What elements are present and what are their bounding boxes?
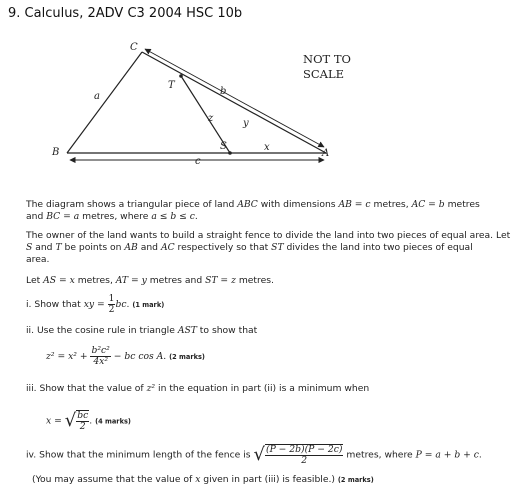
fraction-b2c2-over-4x2 bbox=[90, 346, 110, 367]
text: respectively so that bbox=[174, 242, 272, 253]
square-root bbox=[64, 409, 93, 432]
math: x bbox=[69, 275, 75, 286]
text: iv. Show that the minimum length of the fence is bbox=[26, 449, 254, 461]
math: AST bbox=[177, 325, 197, 336]
part-iii-instruction bbox=[26, 383, 369, 395]
math: ST bbox=[271, 242, 284, 253]
math: z bbox=[231, 275, 236, 286]
math: AB bbox=[338, 199, 352, 210]
side-a-label: a bbox=[94, 91, 100, 102]
text: in the equation in part (ii) is a minimum when bbox=[155, 383, 370, 394]
square-root bbox=[254, 444, 344, 466]
text: . bbox=[126, 299, 130, 310]
side-ca-line bbox=[142, 52, 326, 153]
fraction-denominator: 4x² bbox=[93, 356, 109, 367]
text: with dimensions bbox=[257, 199, 339, 210]
math: xy bbox=[83, 299, 95, 310]
math: x bbox=[195, 474, 201, 485]
math: a bbox=[73, 211, 80, 222]
part-ii-instruction bbox=[26, 325, 257, 337]
fence-paragraph-line2 bbox=[26, 242, 473, 254]
math: ST bbox=[205, 275, 218, 286]
math: AB bbox=[124, 242, 138, 253]
math: z² bbox=[146, 383, 156, 394]
segment-x-label: x bbox=[264, 142, 270, 153]
question-title: 9. Calculus, 2ADV C3 2004 HSC 10b bbox=[8, 6, 243, 21]
side-b-label: b bbox=[220, 86, 227, 97]
text: and bbox=[32, 242, 56, 253]
text: iii. Show that the value of bbox=[26, 383, 147, 394]
math: AT bbox=[115, 275, 129, 286]
dimension-b-arrow bbox=[145, 49, 324, 147]
text: divides the land into two pieces of equal bbox=[283, 242, 473, 253]
not-to-scale-note-line1: NOT TO bbox=[303, 52, 351, 66]
text: = bbox=[425, 199, 439, 210]
vertex-b-label: B bbox=[52, 147, 60, 158]
segment-z-label: z bbox=[208, 113, 214, 124]
math: y bbox=[141, 275, 147, 286]
text: = bbox=[60, 211, 74, 222]
marks-label: (2 marks) bbox=[337, 476, 374, 484]
text: (You may assume that the value of bbox=[32, 474, 196, 485]
text: = bbox=[94, 299, 108, 310]
point-s-label: S bbox=[220, 141, 227, 152]
math: BC bbox=[46, 211, 61, 222]
text: Let bbox=[26, 275, 44, 286]
text: metres and bbox=[146, 275, 206, 286]
math: a ≤ b ≤ c bbox=[151, 211, 195, 222]
fraction-denominator: 2 bbox=[301, 455, 308, 466]
marks-label: (1 mark) bbox=[132, 301, 165, 309]
part-iv-line1 bbox=[26, 444, 482, 466]
text: metres, where bbox=[343, 449, 416, 461]
triangle-diagram bbox=[0, 0, 517, 190]
fraction-numerator: (P − 2b)(P − 2c) bbox=[265, 444, 343, 455]
point-t-label: T bbox=[168, 80, 175, 91]
marks-label: (2 marks) bbox=[169, 353, 205, 361]
radical-sign: √ bbox=[64, 409, 77, 431]
part-i bbox=[26, 294, 164, 315]
text: = bbox=[217, 275, 232, 286]
text: = bbox=[351, 199, 366, 210]
text: metres, bbox=[370, 199, 412, 210]
text: and bbox=[137, 242, 161, 253]
math: AC bbox=[411, 199, 426, 210]
text: . bbox=[89, 415, 93, 427]
vertex-c-label: C bbox=[130, 42, 138, 53]
text: be points on bbox=[61, 242, 125, 253]
math: AS bbox=[43, 275, 57, 286]
fraction-min-fence-length bbox=[265, 445, 344, 466]
intro-paragraph-line1 bbox=[26, 199, 480, 211]
math: x = bbox=[46, 415, 65, 427]
text: . bbox=[194, 211, 198, 222]
definitions-paragraph bbox=[26, 275, 274, 287]
text: i. Show that bbox=[26, 299, 84, 310]
text: metres bbox=[444, 199, 480, 210]
text: metres, bbox=[74, 275, 116, 286]
point-t-dot bbox=[179, 74, 183, 78]
text: . bbox=[478, 449, 482, 461]
fraction-numerator: bc bbox=[77, 410, 89, 421]
math: b bbox=[438, 199, 445, 210]
side-c-label: c bbox=[195, 156, 201, 167]
fraction-denominator: 2 bbox=[108, 304, 115, 315]
math: − bc cos A. bbox=[110, 351, 167, 362]
math: S bbox=[26, 242, 33, 253]
fraction-denominator: 2 bbox=[79, 421, 86, 432]
math: P = a + b + c bbox=[415, 449, 479, 461]
fraction-numerator: b²c² bbox=[91, 345, 110, 356]
text: given in part (iii) is feasible.) bbox=[200, 474, 335, 485]
text: and bbox=[26, 211, 47, 222]
text: to show that bbox=[196, 325, 258, 336]
math: c bbox=[365, 199, 371, 210]
text: metres. bbox=[235, 275, 274, 286]
intro-paragraph-line2 bbox=[26, 211, 198, 223]
fraction-numerator: 1 bbox=[108, 293, 115, 304]
text: = bbox=[56, 275, 70, 286]
part-iii-equation bbox=[46, 410, 131, 432]
math: T bbox=[55, 242, 62, 253]
not-to-scale-note-line2: SCALE bbox=[303, 67, 345, 81]
text: = bbox=[128, 275, 142, 286]
text: ii. Use the cosine rule in triangle bbox=[26, 325, 178, 336]
fence-paragraph-line3: area. bbox=[26, 254, 50, 265]
segment-y-label: y bbox=[243, 118, 249, 129]
fence-paragraph-line1: The owner of the land wants to build a straight fence to divide the land into two pieces of equal area. Let bbox=[26, 230, 511, 241]
math: bc bbox=[115, 299, 127, 310]
side-bc-line bbox=[67, 52, 142, 153]
text: The diagram shows a triangular piece of land bbox=[26, 199, 238, 210]
text: metres, where bbox=[79, 211, 152, 222]
marks-label: (4 marks) bbox=[95, 417, 131, 426]
math: AC bbox=[160, 242, 175, 253]
math: z² = x² + bbox=[46, 351, 91, 362]
math: ABC bbox=[237, 199, 258, 210]
vertex-a-label: A bbox=[322, 148, 330, 159]
fraction-bc-over-2 bbox=[76, 411, 89, 432]
part-iv-line2 bbox=[32, 474, 374, 486]
point-s-dot bbox=[228, 151, 232, 155]
part-ii-equation bbox=[46, 346, 205, 367]
radical-sign: √ bbox=[253, 443, 265, 465]
